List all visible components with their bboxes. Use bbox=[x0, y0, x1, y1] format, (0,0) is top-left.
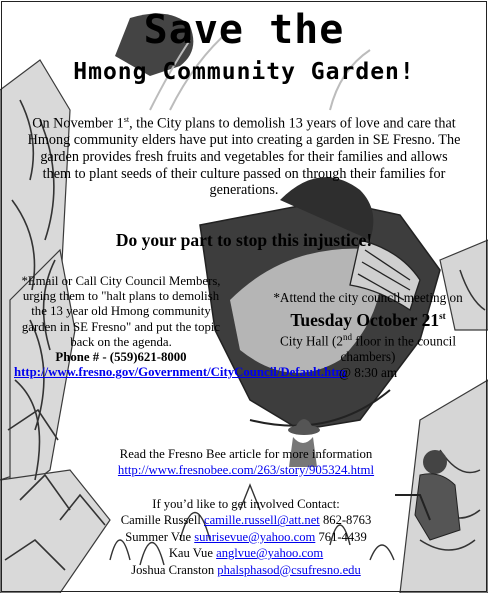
contact-phone: 862-8763 bbox=[322, 513, 372, 528]
intro-paragraph bbox=[26, 112, 462, 199]
contact-row bbox=[60, 562, 432, 578]
meeting-location bbox=[268, 330, 468, 365]
intro-part-1: On November 1 bbox=[32, 115, 124, 132]
meeting-location-part-2: floor in the council chambers) bbox=[340, 333, 457, 365]
contact-row bbox=[60, 545, 432, 561]
meeting-location-sup: nd bbox=[343, 332, 352, 343]
fresno-bee-link[interactable]: http://www.fresnobee.com/263/story/905324.html bbox=[117, 463, 375, 477]
contact-name: Summer Vue bbox=[125, 529, 192, 544]
meeting-time: @ 8:30 am bbox=[338, 365, 398, 380]
contact-email-link[interactable]: anglvue@yahoo.com bbox=[216, 546, 324, 561]
contacts-heading: If you’d like to get involved Contact: bbox=[152, 497, 340, 511]
meeting-date-sup: st bbox=[439, 310, 446, 321]
meeting-date bbox=[268, 306, 468, 331]
meeting-section bbox=[268, 290, 468, 381]
email-call-instructions: *Email or Call City Council Members, urging them to "halt plans to demolish the 13 year old Hmong community garden in SE Fresno" and put the topic back on the agenda. bbox=[21, 274, 221, 349]
call-to-action: Do your part to stop this injustice! bbox=[115, 230, 373, 250]
contact-name: Kau Vue bbox=[168, 546, 213, 561]
contact-name: Camille Russell bbox=[120, 513, 201, 528]
contact-email-link[interactable]: camille.russell@att.net bbox=[204, 513, 320, 528]
meeting-date-text: Tuesday October 21 bbox=[290, 309, 440, 330]
flyer-subtitle: Hmong Community Garden! bbox=[73, 59, 415, 85]
intro-part-2: , the City plans to demolish 13 years of love and care that Hmong community elders have put into creating a garden in SE Fresno. The garden provides fresh fruits and vegetables for their families and allows them to plant seeds of their culture passed on through their families for generations. bbox=[27, 115, 461, 199]
fresno-bee-section bbox=[66, 446, 426, 478]
contact-row bbox=[60, 529, 432, 545]
flyer-title: Save the bbox=[143, 7, 345, 53]
fresno-bee-text: Read the Fresno Bee article for more information bbox=[119, 447, 373, 461]
contact-name: Joshua Cranston bbox=[131, 562, 215, 577]
city-council-link[interactable]: http://www.fresno.gov/Government/CityCouncil/Default.htm bbox=[14, 365, 347, 380]
contact-phone: 761-4439 bbox=[318, 529, 367, 544]
phone-number: Phone # - (559)621-8000 bbox=[55, 350, 187, 365]
contacts-section bbox=[60, 496, 432, 578]
contact-row bbox=[60, 512, 432, 528]
contact-email-link[interactable]: phalsphasod@csufresno.edu bbox=[217, 562, 361, 577]
meeting-intro: *Attend the city council meeting on bbox=[273, 290, 463, 305]
meeting-location-part-1: City Hall (2 bbox=[279, 333, 343, 349]
contact-email-link[interactable]: sunrisevue@yahoo.com bbox=[194, 529, 316, 544]
intro-superscript: st bbox=[123, 115, 130, 124]
